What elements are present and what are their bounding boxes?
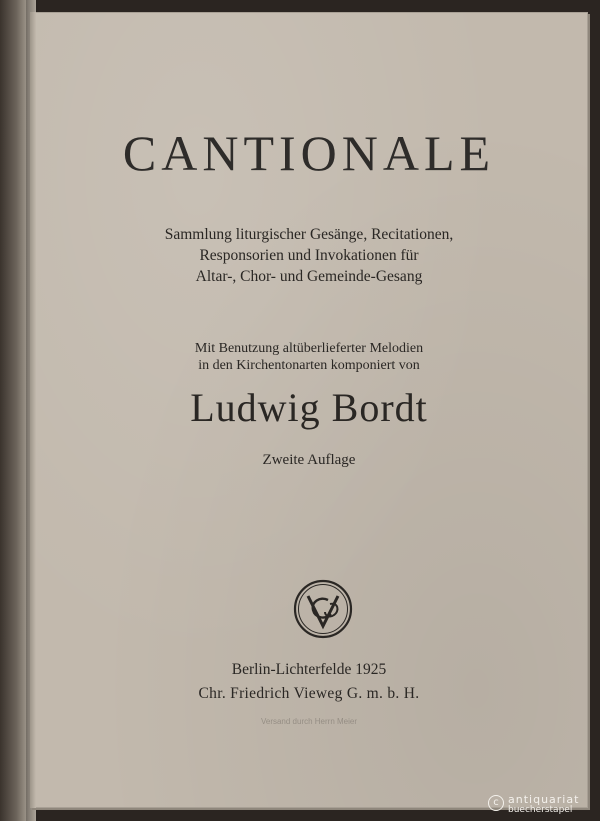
publisher-block: [30, 658, 588, 706]
author-name: Ludwig Bordt: [190, 385, 428, 430]
edition-label: Zweite Auflage: [262, 452, 356, 468]
watermark-line2: buecherstapel: [508, 805, 573, 815]
watermark-logo: [488, 793, 596, 817]
note-line: Mit Benutzung altüberlieferter Melodien: [194, 341, 424, 356]
book-cover: [30, 12, 588, 808]
subtitle-line: Sammlung liturgischer Gesänge, Recitationen,: [164, 226, 454, 243]
subtitle-line: Altar-, Chor- und Gemeinde-Gesang: [195, 268, 423, 285]
place-year: Berlin-Lichterfelde 1925: [231, 661, 387, 678]
watermark-line1: antiquariat: [508, 793, 580, 806]
cover-title: CANTIONALE: [122, 125, 496, 181]
composition-note: [30, 340, 588, 374]
copyright-icon: c: [488, 795, 504, 811]
publisher-monogram-icon: [292, 578, 354, 640]
cover-subtitle: [30, 224, 588, 287]
publisher-name: Chr. Friedrich Vieweg G. m. b. H.: [198, 685, 420, 702]
faint-stamp: Versand durch Herrn Meier: [260, 717, 358, 726]
note-line: in den Kirchentonarten komponiert von: [198, 358, 420, 373]
subtitle-line: Responsorien und Invokationen für: [199, 247, 419, 264]
